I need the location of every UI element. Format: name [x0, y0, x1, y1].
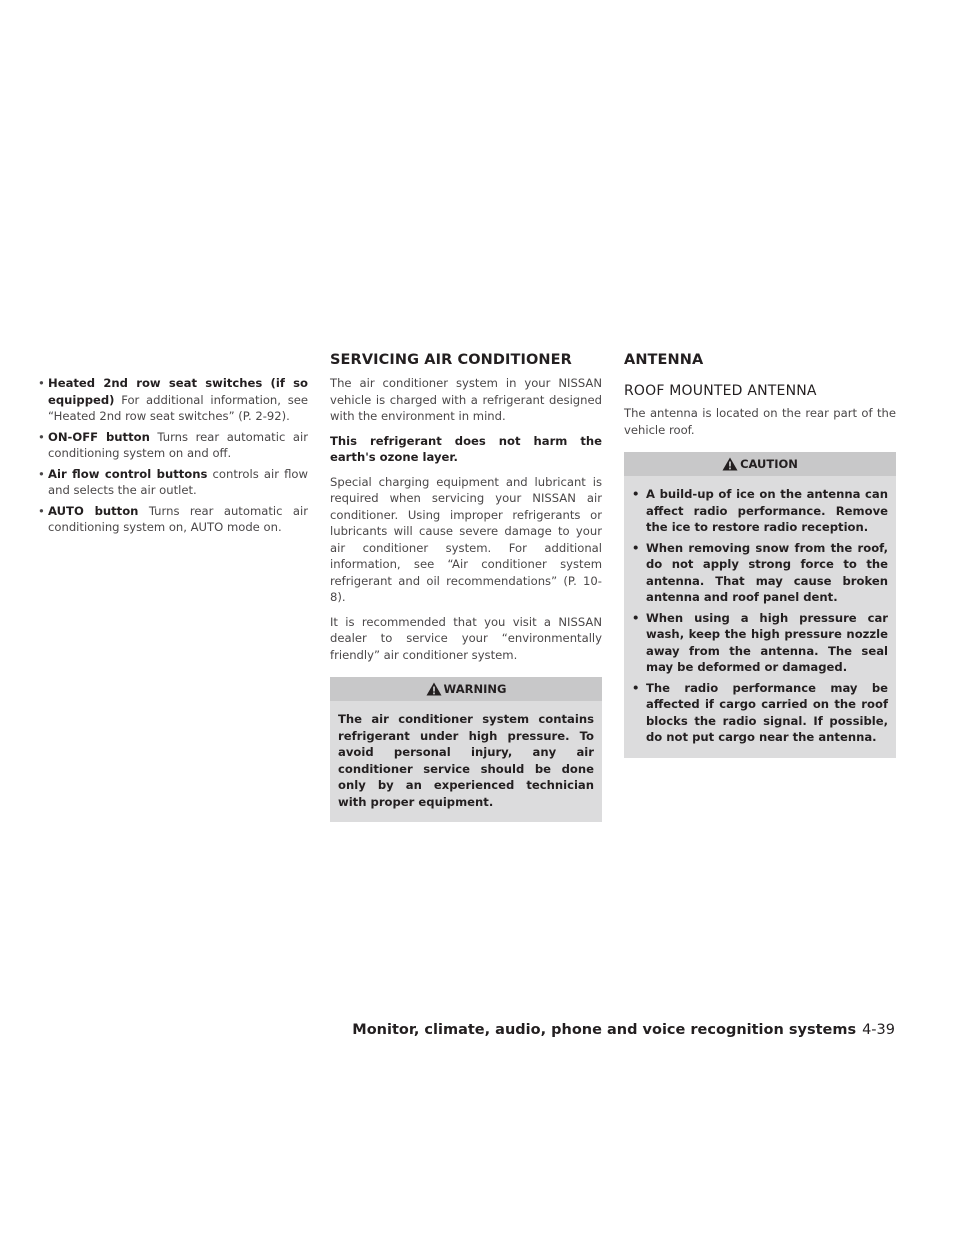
warning-label: WARNING: [443, 682, 507, 696]
column-servicing: [330, 375, 602, 822]
warning-box: [330, 677, 602, 822]
list-item: • Air flow control buttons controls air flow and selects the air outlet.: [38, 466, 308, 497]
caution-label: CAUTION: [740, 457, 798, 471]
warning-header: [330, 677, 602, 701]
list-item: • ON-OFF button Turns rear automatic air conditioning system on and off.: [38, 429, 308, 460]
list-item: • When removing snow from the roof, do not apply strong force to the antenna. That may cause broken antenna and roof panel dent.: [632, 540, 888, 604]
subheading: ROOF MOUNTED ANTENNA: [624, 383, 817, 399]
page-number: 4-39: [862, 1022, 895, 1038]
paragraph: It is recommended that you visit a NISSAN dealer to service your “environmentally friendly” air conditioner system.: [330, 614, 602, 662]
caution-box: [624, 452, 896, 758]
section-title-antenna: ANTENNA: [624, 352, 704, 368]
list-item: • A build-up of ice on the antenna can affect radio performance. Remove the ice to restore radio reception.: [632, 487, 888, 534]
paragraph: The air conditioner system in your NISSAN vehicle is charged with a refrigerant designed with the environment in mind.: [330, 376, 602, 423]
column-antenna: [624, 375, 896, 758]
list-item: • When using a high pressure car wash, keep the high pressure nozzle away from the antenna. The seal may be deformed or damaged.: [632, 610, 888, 674]
warning-icon: [426, 682, 442, 696]
list-item: • AUTO button Turns rear automatic air conditioning system on, AUTO mode on.: [38, 503, 308, 534]
paragraph-bold: This refrigerant does not harm the earth's ozone layer.: [330, 433, 602, 464]
section-title-servicing: SERVICING AIR CONDITIONER: [330, 352, 572, 368]
column-left: [38, 375, 308, 540]
warning-text: The air conditioner system contains refrigerant under high pressure. To avoid personal injury, any air conditioner service should be done only by an experienced technician with proper equipment.: [338, 712, 594, 809]
page-footer: [352, 1022, 895, 1038]
caution-icon: [722, 457, 738, 471]
list-item: • The radio performance may be affected if cargo carried on the roof blocks the radio signal. If possible, do not put cargo near the antenna.: [632, 680, 888, 744]
footer-title: Monitor, climate, audio, phone and voice recognition systems: [352, 1022, 857, 1038]
list-item: • Heated 2nd row seat switches (if so equipped) For additional information, see “Heated 2nd row seat switches” (P. 2-92).: [38, 376, 308, 423]
caution-header: [624, 452, 896, 476]
paragraph: Special charging equipment and lubricant is required when servicing your NISSAN air conditioner. Using improper refrigerants or lubricants will cause severe damage to your air conditioner system. For additional information, see “Air conditioner system refrigerant and oil recommendations” (P. 10-8).: [330, 474, 602, 604]
paragraph: The antenna is located on the rear part of the vehicle roof.: [624, 406, 896, 437]
